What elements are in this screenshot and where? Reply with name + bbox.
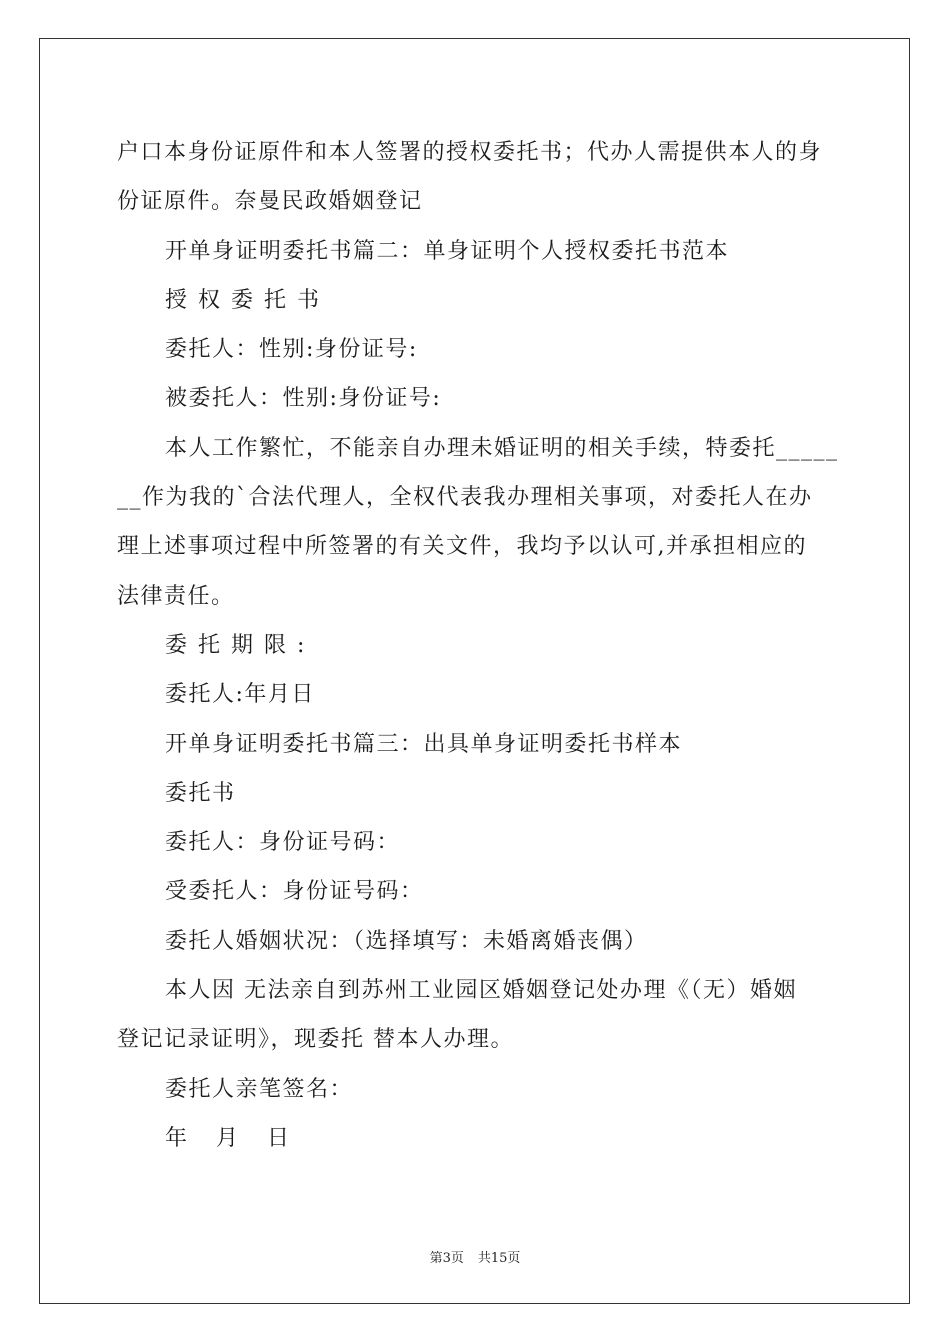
form-field-line: 委托期限: xyxy=(165,632,316,658)
date-line: 年 月 日 xyxy=(165,1125,300,1151)
text-line: 本人工作繁忙，不能亲自办理未婚证明的相关手续，特委托_____ xyxy=(165,435,839,461)
text-line: 户口本身份证原件和本人签署的授权委托书；代办人需提供本人的身 xyxy=(117,140,823,165)
text-line: 登记记录证明》，现委托 替本人办理。 xyxy=(117,1027,514,1053)
page-number: 第3页 xyxy=(429,1251,464,1266)
form-field-line: 委托人:年月日 xyxy=(165,682,315,708)
text-line: 法律责任。 xyxy=(117,583,235,609)
total-pages: 共15页 xyxy=(477,1251,521,1266)
section-heading: 开单身证明委托书篇三：出具单身证明委托书样本 xyxy=(165,731,683,757)
text-line: 份证原件。奈曼民政婚姻登记 xyxy=(117,189,423,215)
text-line: 理上述事项过程中所签署的有关文件，我均予以认可,并承担相应的 xyxy=(117,534,807,560)
form-field-line: 委托人：性别:身份证号: xyxy=(165,337,418,363)
form-field-line: 委托人：身份证号码： xyxy=(165,830,401,856)
page-footer xyxy=(0,1247,950,1266)
text-line: 本人因 无法亲自到苏州工业园区婚姻登记处办理《（无）婚姻 xyxy=(165,978,797,1004)
text-line: __作为我的`合法代理人，全权代表我办理相关事项，对委托人在办 xyxy=(117,485,813,511)
form-field-line: 被委托人：性别:身份证号: xyxy=(165,386,442,412)
form-field-line: 受委托人：身份证号码： xyxy=(165,879,424,905)
document-title: 授权委托书 xyxy=(165,287,331,313)
document-title: 委托书 xyxy=(165,780,236,806)
form-field-line: 委托人婚姻状况：（选择填写：未婚离婚丧偶） xyxy=(165,928,648,954)
signature-line: 委托人亲笔签名： xyxy=(165,1076,354,1102)
section-heading: 开单身证明委托书篇二：单身证明个人授权委托书范本 xyxy=(165,238,730,264)
document-body xyxy=(117,128,837,1163)
